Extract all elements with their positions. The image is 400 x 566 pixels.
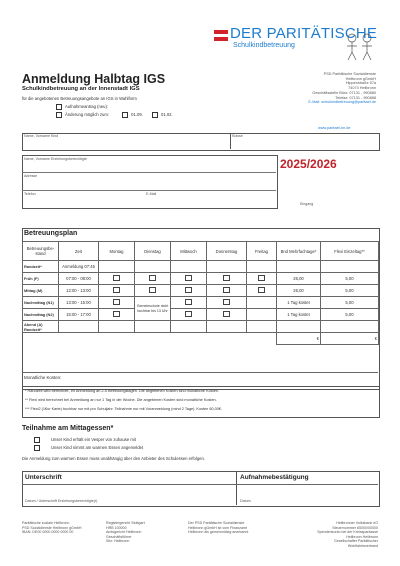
euro-sign: € [321, 333, 379, 345]
day-checkbox[interactable] [149, 275, 156, 282]
table-row [23, 333, 379, 345]
parent-block [22, 155, 278, 209]
logo-name: DER PARITÄTISCHE [230, 25, 378, 42]
confirmation-sub: Datum [240, 499, 251, 503]
divider [236, 471, 237, 505]
day-checkbox[interactable] [113, 311, 120, 318]
lunch-option-1[interactable]: Unser Kind erhält ein Vesper von zuhause mit [34, 437, 136, 443]
day-checkbox[interactable] [185, 311, 192, 318]
checkbox-icon[interactable] [34, 445, 40, 451]
day-checkbox[interactable] [223, 275, 230, 282]
note-2: ** Flexi wird berechnet bei Anmeldung an nur 1 Tag in der Woche. Die angebenen Kosten sind monatliche Kosten. [25, 398, 217, 402]
checkbox-icon[interactable] [56, 112, 62, 118]
logo-sub: Schulkindbetreuung [233, 42, 295, 49]
footer-col-3: Der PSD Paritätische Sozialdienste Heilbronn gGmbH ist vom Finanzamt Heilbronn als gemeinnützig anerkannt [188, 521, 249, 534]
col-header: Bnd Mehrfachtage* [277, 242, 321, 261]
day-checkbox[interactable] [113, 287, 120, 294]
table-row: Nachmittag (N2) 15:00 - 17:00 1 Tag kostet 5,00 [23, 309, 379, 321]
day-checkbox[interactable] [113, 275, 120, 282]
option-change[interactable]: Änderung möglich zum: 01.09. 01.02. [56, 112, 173, 118]
signature-title: Unterschrift [25, 474, 62, 481]
day-checkbox[interactable] [113, 299, 120, 306]
parent-label: Name, Vorname Erziehungsberechtigte [24, 157, 87, 161]
page-subtitle: Schulkindbetreuung an der Innenstadt IGS [22, 86, 140, 92]
table-row: Nachmittag (N1) 13:00 - 15:00 Gemeinschule nicht buchbar bis 13 Uhr 1 Tag kostet 5,00 [23, 297, 379, 309]
divider [230, 133, 231, 149]
intro-text: für die angebotenen Betreuungsangebote an IGS in Wahlform [22, 96, 137, 101]
children-illustration-icon [344, 32, 376, 62]
divider [22, 372, 378, 373]
confirmation-title: Aufnahmebestätigung [240, 474, 309, 481]
address-label: Adresse [24, 174, 38, 178]
table-row: Mittag (M) 12:00 - 13:00 26,00 5,00 [23, 285, 379, 297]
option-new[interactable]: Aufnahmeantrag (neu): [56, 104, 108, 110]
website-link[interactable]: www.paritaet-hn.de [318, 126, 351, 130]
table-header-row [23, 242, 379, 261]
table-row: Randzeit* Anmeldung 07:45 [23, 261, 379, 273]
logo-bar-icon [214, 30, 228, 34]
divider [22, 484, 378, 485]
day-checkbox[interactable] [185, 299, 192, 306]
monthly-cost-label: Monatliche Kosten: [24, 375, 62, 380]
checkbox-icon[interactable] [34, 437, 40, 443]
day-checkbox[interactable] [223, 287, 230, 294]
day-checkbox[interactable] [223, 311, 230, 318]
day-checkbox[interactable] [185, 275, 192, 282]
receipt-label: Eingang [300, 202, 314, 206]
plan-table [22, 241, 379, 345]
col-header: Dienstag [135, 242, 171, 261]
day-checkbox[interactable] [258, 275, 265, 282]
day-checkbox[interactable] [185, 287, 192, 294]
checkbox-icon[interactable] [122, 112, 128, 118]
checkbox-icon[interactable] [56, 104, 62, 110]
address-block: PSD Paritätische Sozialdienste Heilbronn gGmbH Hippenstraße 57a 74074 Heilbronn Geschäftsstelle Büro: 07131 - 990880 Telefax: 07131 - 990888 E-Mail: schulkindbetreuung@paritaet.de [308, 72, 376, 105]
col-header: Montag [99, 242, 135, 261]
note-3: *** Flexi2 (1€ur Karte) buchbar nur mit pro Schuljahr. Teilnahme nur mit Voranmeldung (mind 2 Tage). Kosten 60,00€. [25, 407, 222, 411]
school-year: 2025/2026 [280, 157, 337, 171]
footer-col-2: Registergericht Stuttgart HRB 100000 Amtsgericht Heilbronn Geschäftsführer Sitz: Heilbronn [106, 521, 145, 543]
checkbox-icon[interactable] [152, 112, 158, 118]
phone-label: Telefon [24, 192, 36, 196]
euro-sign: € [277, 333, 321, 345]
footer-col-1: Paritätische soziale Heilbronn PSD Sozialdienste Heilbronn gGmbH IBAN: DE00 0000 0000 0000 00 [22, 521, 82, 534]
divider [22, 172, 276, 173]
class-label: Klasse [232, 134, 243, 138]
child-name-field[interactable] [22, 133, 380, 151]
lunch-option-2[interactable]: Unser Kind nimmt am warmen Essen angemeldet [34, 445, 143, 451]
table-row: Abend (A) Randzeit* [23, 321, 379, 333]
signature-sub: Datum / Unterschrift Erziehungsberechtigte(r) [25, 499, 98, 503]
note-cell: Gemeinschule nicht buchbar bis 13 Uhr [135, 297, 171, 321]
col-header: Mittwoch [171, 242, 207, 261]
note-1: * Randzeit wird berechnet, Ihr Anmeldung an 2-5 Betreuungstagen. Die angebenen Kosten sind monatliche Kosten. [25, 389, 219, 393]
lunch-title: Teilnahme am Mittagessen* [22, 425, 114, 432]
footer-col-4: Heilbronner Volksbank eG Steuernummer 65000/00000 Spendenkonto bei der Kreissparkasse Heilbronn Heilbronn Gesellschafter Paritätischer Wohlfahrtsverband [317, 521, 378, 548]
logo-bar-icon [214, 37, 228, 41]
lunch-note: Die Anmeldung zum warmen Essen muss unabhängig über den Anbieter des Schulessen erfolgen. [22, 456, 205, 461]
divider [22, 190, 276, 191]
col-header: Flexi Einzeltag** [321, 242, 379, 261]
col-header: Freitag [247, 242, 277, 261]
table-row: Früh (F) 07:00 - 08:00 26,00 5,00 [23, 273, 379, 285]
page-title: Anmeldung Halbtag IGS [22, 72, 166, 86]
col-header: Donnerstag [207, 242, 247, 261]
child-name-label: Name, Vorname Kind [24, 134, 59, 138]
day-checkbox[interactable] [258, 287, 265, 294]
day-checkbox[interactable] [149, 287, 156, 294]
col-header: Betreuungsbe-stand [23, 242, 59, 261]
email-label: E-Mail [146, 192, 157, 196]
day-checkbox[interactable] [223, 299, 230, 306]
plan-title: Betreuungsplan [24, 230, 78, 237]
col-header: Zeit [59, 242, 99, 261]
